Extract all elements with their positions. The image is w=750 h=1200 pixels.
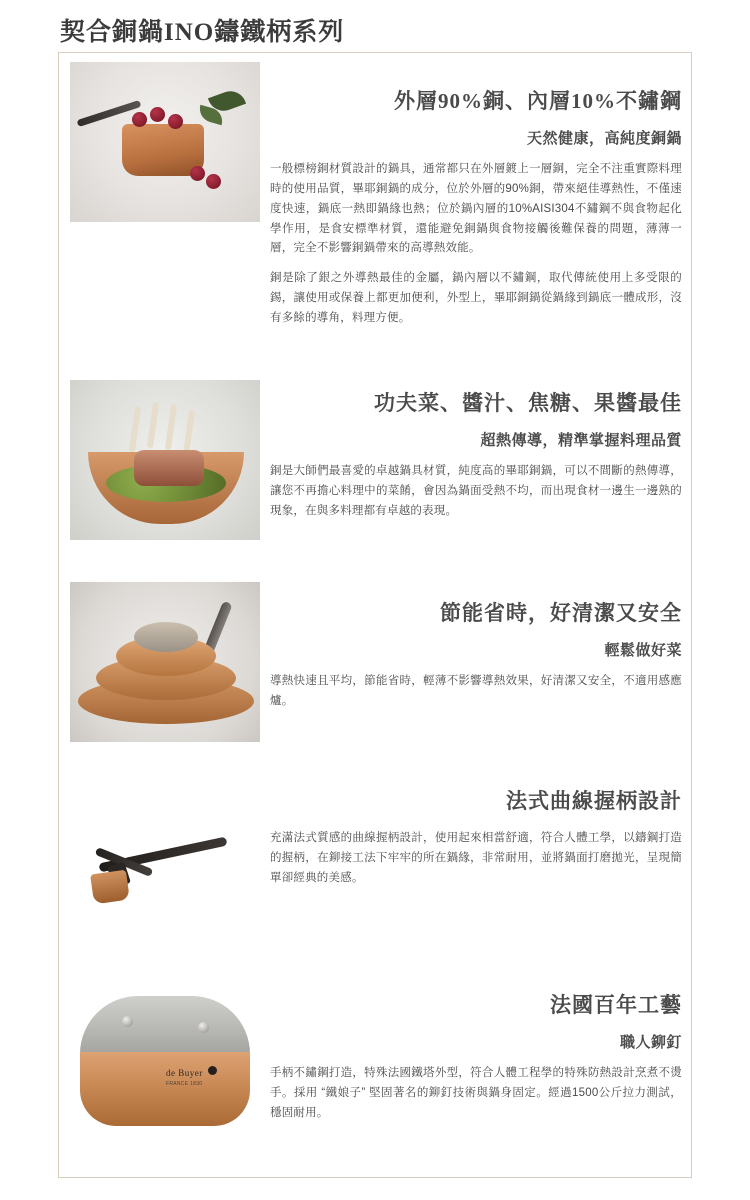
section-headline: 法式曲線握柄設計 (506, 789, 682, 813)
section-image-2 (70, 582, 260, 742)
section-image-1 (70, 380, 260, 540)
section-paragraph: 導熱快速且平均，節能省時，輕薄不影響導熱效果，好清潔又安全，不適用感應爐。 (270, 675, 682, 708)
section-headline: 節能省時，好清潔又安全 (440, 601, 682, 625)
section-headline: 功夫菜、醬汁、焦糖、果醬最佳 (374, 391, 682, 415)
feature-section (70, 572, 682, 762)
feature-section (70, 762, 682, 962)
page-title: 契合銅鍋INO鑄鐵柄系列 (60, 19, 345, 46)
section-image-4 (70, 982, 260, 1142)
section-paragraph: 充滿法式質感的曲線握柄設計，使用起來相當舒適，符合人體工學，以鑄鋼打造的握柄，在鉚接工法下牢牢的所在鍋緣，非常耐用，並將鍋面打磨拋光，呈現簡單卻經典的美感。 (270, 832, 682, 884)
feature-section (70, 962, 682, 1142)
section-paragraph: 銅是大師們最喜愛的卓越鍋具材質，純度高的畢耶銅鍋，可以不間斷的熱傳導，讓您不再擔心料理中的菜餚，會因為鍋面受熱不均，而出現食材一邊生一邊熟的現象，在與多料理都有卓越的表現。 (270, 465, 682, 517)
section-image-3 (70, 792, 260, 952)
brand-subtitle: FRANCE 1830 (166, 1081, 203, 1087)
brand-name: de Buyer (166, 1068, 203, 1078)
section-paragraph: 一般標榜銅材質設計的鍋具，通常都只在外層鍍上一層銅，完全不注重實際料理時的使用品質，畢耶銅鍋的成分，位於外層的90%銅，帶來絕佳導熱性，不僅速度快速，鍋底一熱即鍋緣也熱；位於鍋內層的10%AISI304不鏽鋼不與食物起化學作用，是食安標準材質，還能避免銅鍋與食物接觸後難保養的問題，薄薄一層，完全不影響銅鍋帶來的高導熱效能。 (270, 163, 682, 255)
section-image-0 (70, 62, 260, 222)
section-headline: 外層90%銅、內層10%不鏽鋼 (394, 89, 682, 113)
section-copy (270, 572, 682, 712)
section-copy (270, 362, 682, 522)
section-subhead: 輕鬆做好菜 (604, 643, 682, 660)
sections-container (70, 62, 682, 1142)
section-paragraph: 手柄不鏽鋼打造，特殊法國鐵塔外型，符合人體工程學的特殊防熱設計烹煮不燙手。採用 “鐵娘子” 堅固著名的鉚釘技術與鍋身固定。經過1500公斤拉力測試，穩固耐用。 (270, 1067, 682, 1119)
feature-section (70, 362, 682, 572)
feature-section (70, 62, 682, 362)
section-headline: 法國百年工藝 (550, 993, 682, 1017)
section-copy (270, 962, 682, 1124)
section-paragraph: 銅是除了銀之外導熱最佳的金屬，鍋內層以不鏽鋼，取代傳統使用上多受限的錫，讓使用或保養上都更加便利，外型上，畢耶銅鍋從鍋緣到鍋底一體成形，沒有多餘的導角，料理方便。 (270, 272, 682, 324)
section-subhead: 天然健康，高純度銅鍋 (526, 131, 682, 148)
section-copy (270, 762, 682, 889)
section-subhead: 職人鉚釘 (619, 1035, 682, 1052)
section-subhead: 超熱傳導，精準掌握料理品質 (480, 433, 682, 450)
section-copy (270, 62, 682, 328)
